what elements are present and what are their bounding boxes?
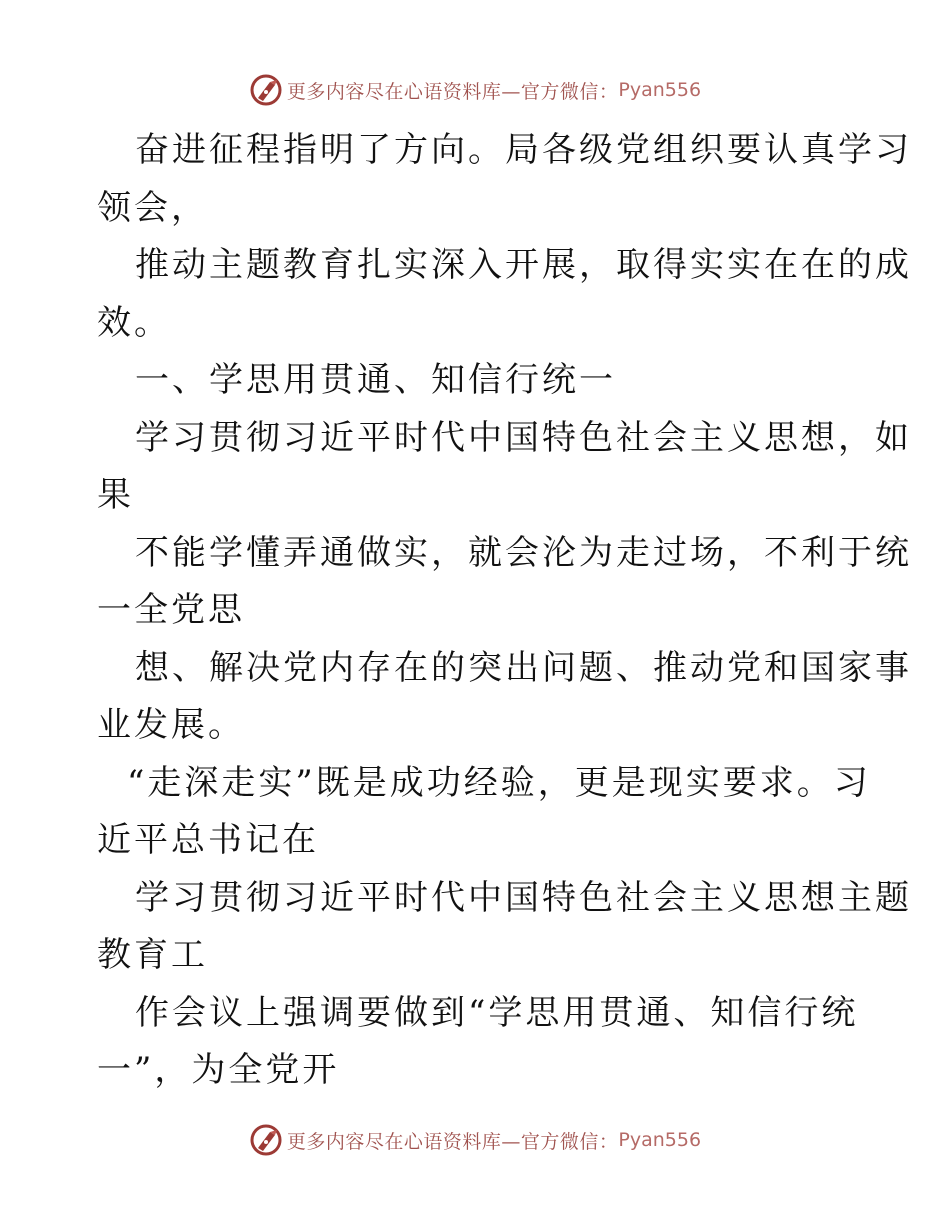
pen-nib-logo-icon	[249, 73, 283, 107]
paragraph-line: 想、解决党内存在的突出问题、推动党和国家事	[135, 647, 912, 688]
paragraph-line: 不能学懂弄通做实，就会沦为走过场，不利于统	[135, 532, 912, 573]
paragraph-line: 推动主题教育扎实深入开展，取得实实在在的成	[135, 245, 912, 285]
paragraph-line: 教育工	[97, 935, 208, 975]
paragraph-line: 业发展。	[97, 705, 245, 745]
paragraph-line: 一全党思	[97, 590, 245, 630]
footer-watermark	[0, 1120, 950, 1160]
paragraph-line: 效。	[97, 302, 171, 343]
watermark-text: 更多内容尽在心语资料库—官方微信：	[286, 1130, 619, 1153]
paragraph-line: 学习贯彻习近平时代中国特色社会主义思想主题	[135, 877, 912, 918]
document-body	[97, 122, 912, 1100]
watermark-text: 更多内容尽在心语资料库—官方微信：	[286, 80, 619, 103]
paragraph-line: 近平总书记在	[97, 820, 319, 860]
paragraph-line: 果	[97, 475, 134, 515]
watermark-wechat-id: Pyan556	[618, 79, 702, 101]
paragraph-line: 领会，	[97, 187, 208, 228]
paragraph-line: “走深走实”既是成功经验，更是现实要求。习	[127, 762, 871, 803]
pen-nib-logo-icon	[249, 1123, 283, 1157]
paragraph-line: 奋进征程指明了方向。局各级党组织要认真学习	[135, 130, 912, 170]
paragraph-line: 学习贯彻习近平时代中国特色社会主义思想，如	[135, 417, 912, 458]
section-heading: 一、学思用贯通、知信行统一	[135, 360, 616, 400]
paragraph-line: 作会议上强调要做到“学思用贯通、知信行统	[135, 992, 859, 1033]
header-watermark	[0, 70, 950, 110]
watermark-wechat-id: Pyan556	[618, 1129, 702, 1151]
paragraph-line: 一”，为全党开	[97, 1050, 340, 1090]
